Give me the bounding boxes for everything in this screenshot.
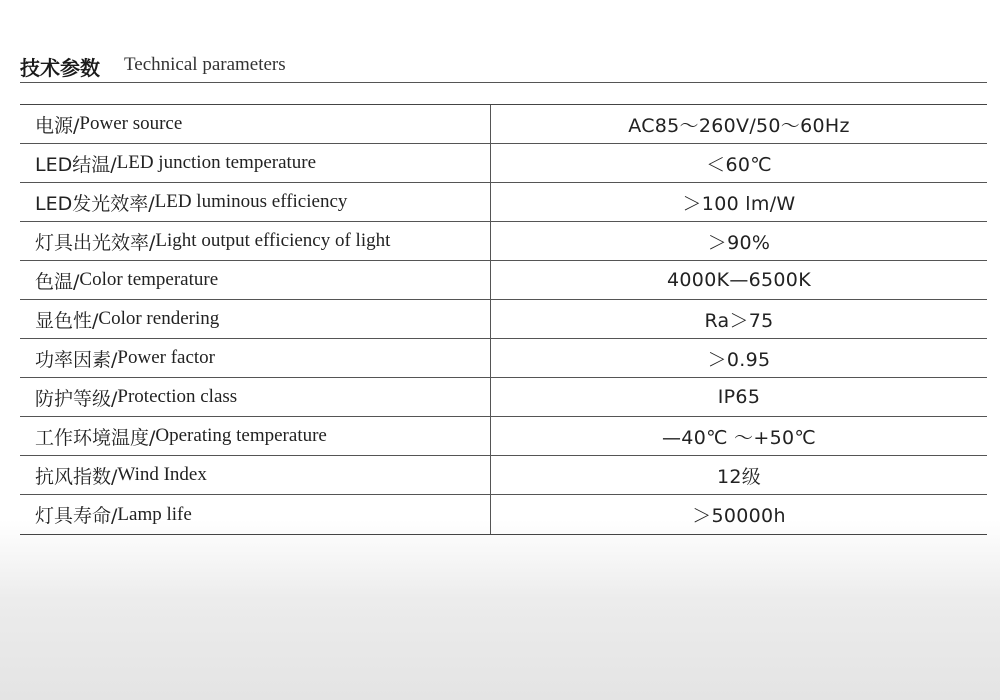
parameters-table [20,104,987,535]
param-label [20,495,491,534]
param-value: ＞100 lm/W [682,192,796,215]
param-value: ＞90% [707,231,771,254]
param-value: —40℃ ～+50℃ [662,426,816,449]
table-row [20,300,987,339]
section-title-en: Technical parameters [124,54,286,75]
param-label [20,339,491,377]
param-label-en: Power source [79,113,183,134]
param-value: 12级 [716,465,762,488]
param-value: ＞0.95 [707,348,771,371]
param-label [20,417,491,455]
param-label [20,378,491,416]
param-label [20,105,491,143]
param-label-cn: LED结温/ [35,153,117,176]
table-row [20,261,987,300]
param-label [20,144,491,182]
table-row [20,144,987,183]
param-label-cn: 灯具出光效率/ [35,231,156,254]
table-row [20,183,987,222]
table-row [20,417,987,456]
param-label-cn: 灯具寿命/ [35,505,118,527]
param-label-en: Color rendering [98,308,220,329]
param-value: ＜60℃ [706,153,772,176]
param-label-en: Power factor [117,347,216,368]
param-value: IP65 [717,386,761,408]
param-value: AC85～260V/50～60Hz [628,114,850,137]
param-label [20,261,491,299]
param-label [20,183,491,221]
param-label-en: Protection class [117,386,238,407]
param-label [20,300,491,338]
param-label-en: Lamp life [117,503,192,525]
section-header [20,48,987,83]
param-value: ＞50000h [692,505,786,527]
param-label-en: Wind Index [117,464,207,485]
table-row [20,105,987,144]
param-label-cn: 功率因素/ [35,348,118,371]
table-row [20,378,987,417]
table-row [20,222,987,261]
param-label [20,222,491,260]
param-label [20,456,491,494]
param-label-cn: 电源/ [35,114,80,137]
param-label-en: LED luminous efficiency [154,191,348,212]
param-label-cn: 色温/ [35,270,80,293]
param-value: 4000K—6500K [667,269,811,291]
table-row [20,495,987,534]
param-label-en: Operating temperature [155,425,327,446]
param-label-cn: 显色性/ [35,309,99,332]
param-label-en: Light output efficiency of light [155,230,391,251]
table-row [20,456,987,495]
param-label-en: LED junction temperature [116,152,317,173]
param-label-cn: 防护等级/ [35,387,118,410]
table-row [20,339,987,378]
param-value: Ra＞75 [704,309,774,332]
param-label-cn: LED发光效率/ [35,192,155,215]
param-label-cn: 工作环境温度/ [35,426,156,449]
param-label-cn: 抗风指数/ [35,465,118,488]
section-title-cn: 技术参数 [20,56,100,80]
param-label-en: Color temperature [79,269,219,290]
